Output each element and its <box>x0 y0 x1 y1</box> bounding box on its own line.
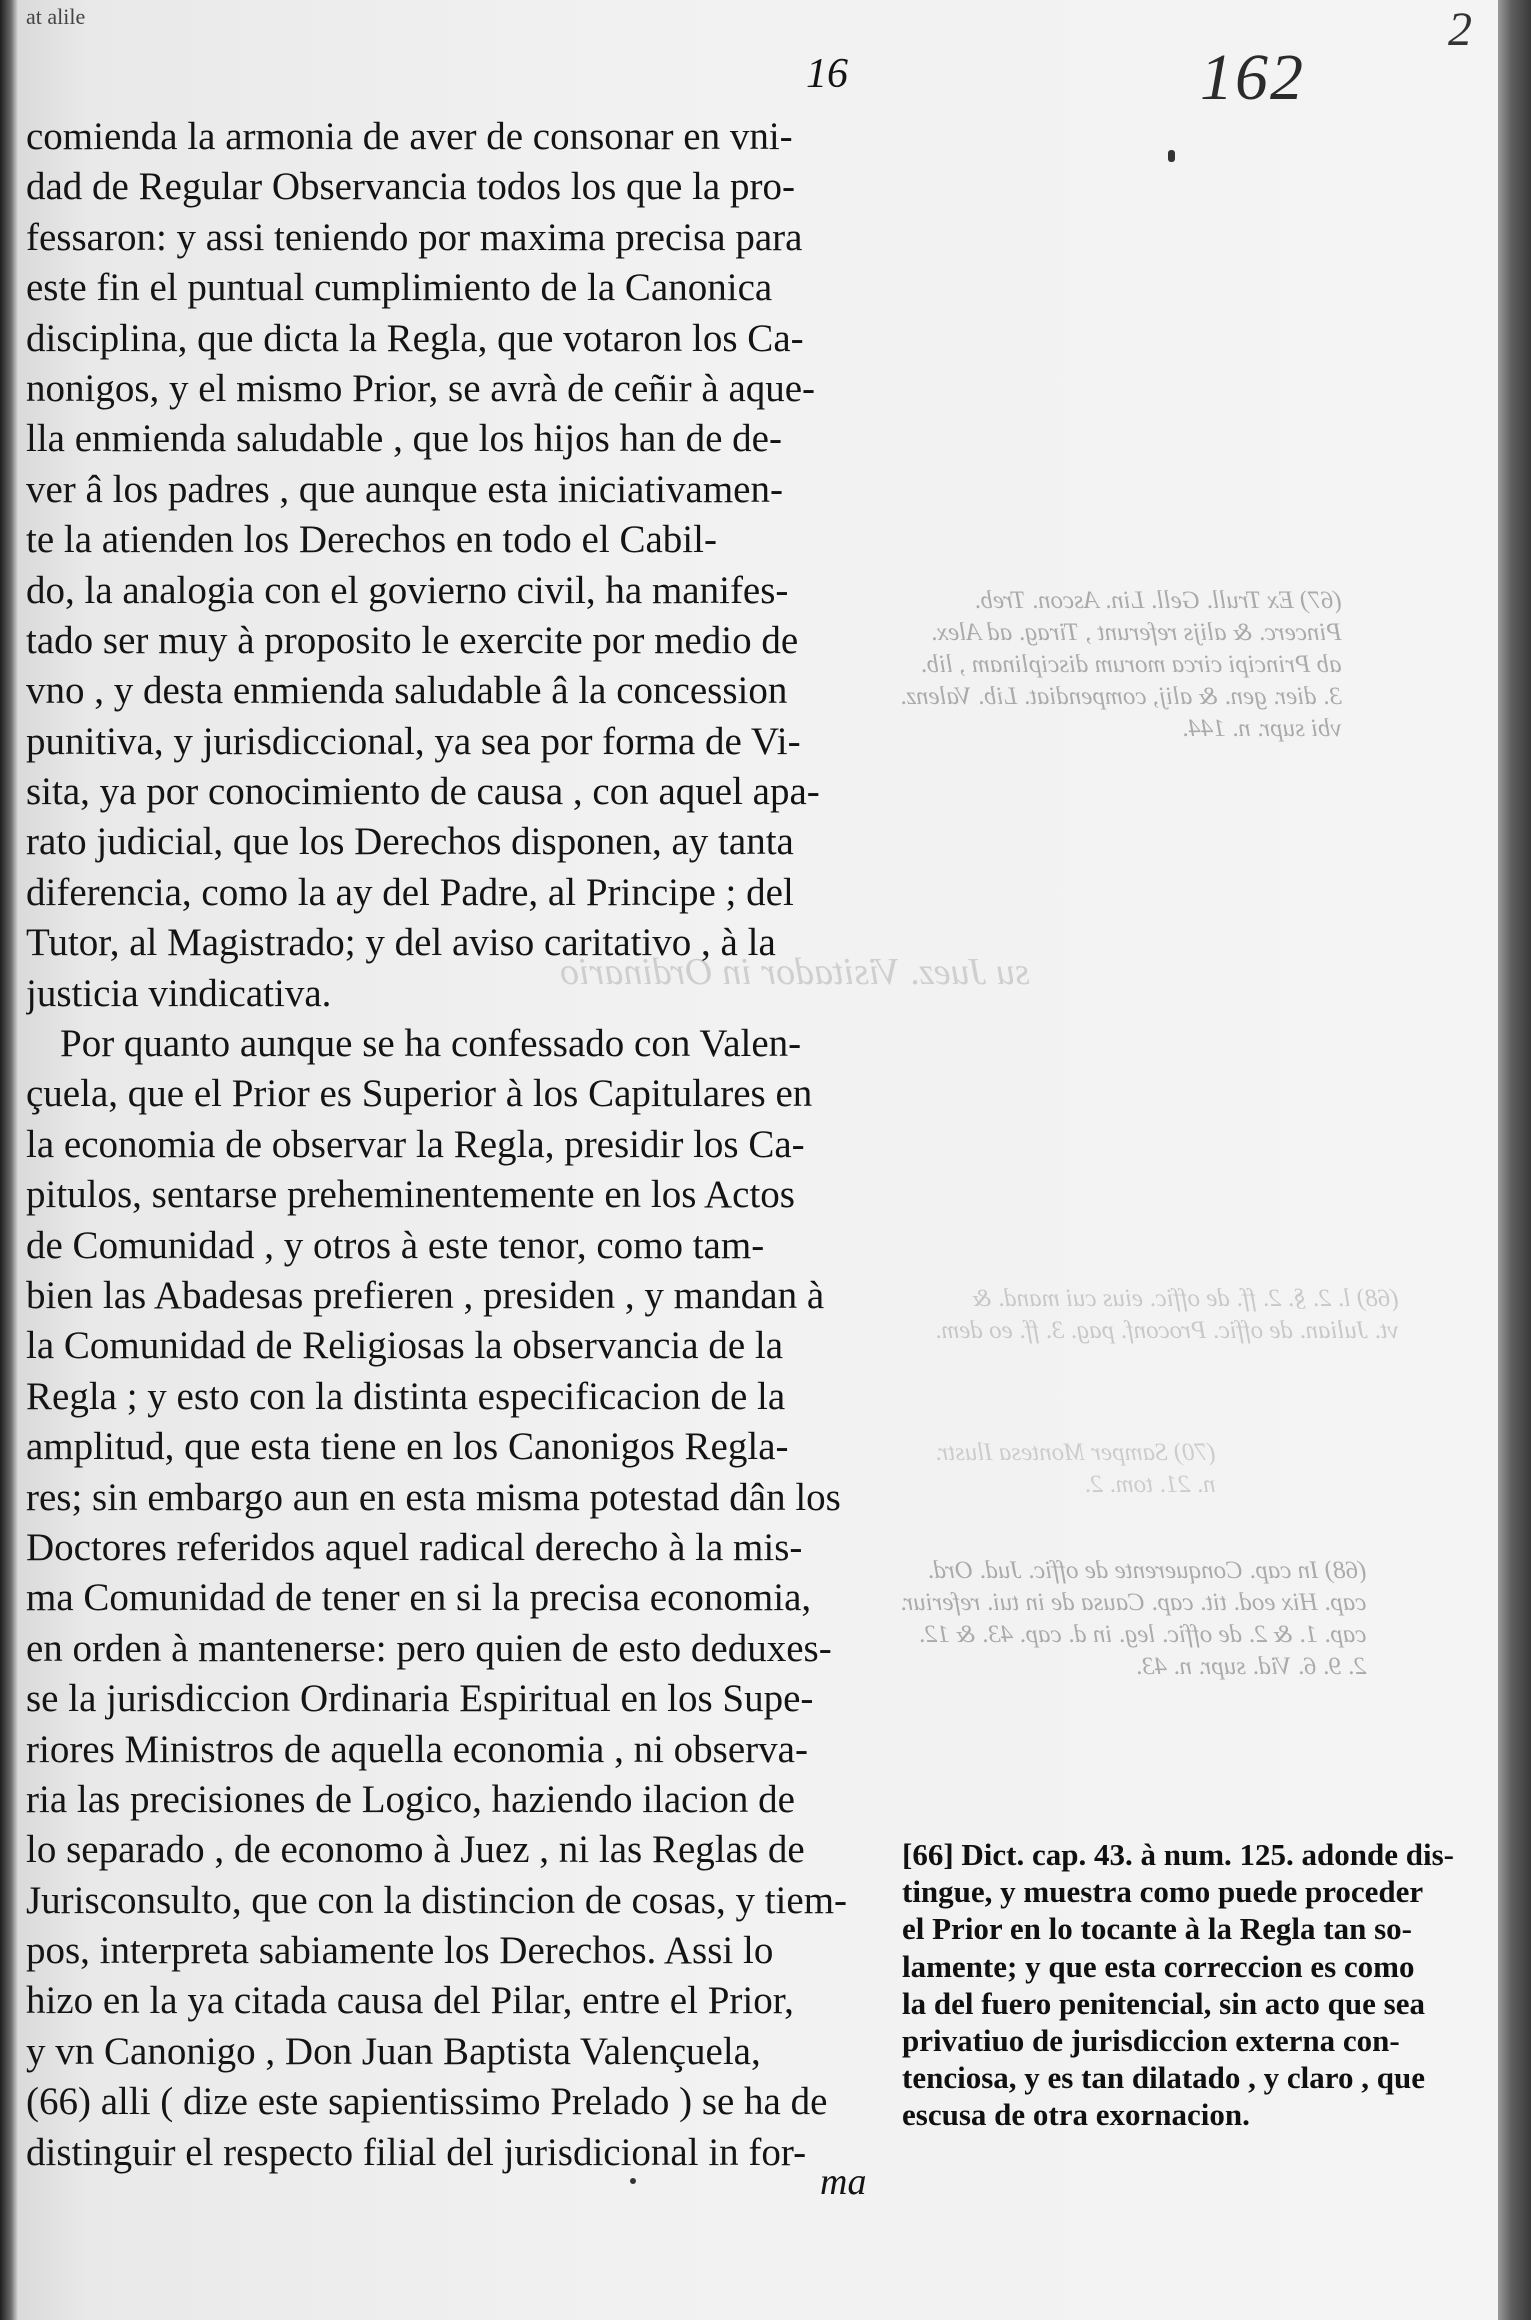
footnote-line: lamente; y que esta correccion es como <box>902 1948 1415 1984</box>
text-line: pos, interpreta sabiamente los Derechos. Assi lo <box>26 1929 774 1973</box>
text-line: lla enmienda saludable , que los hijos han de de- <box>26 417 782 461</box>
footnote-line: tingue, y muestra como puede proceder <box>902 1874 1424 1910</box>
footnote-line: escusa de otra exornacion. <box>902 2097 1250 2133</box>
text-line: la economia de observar la Regla, presidir los Ca- <box>26 1122 805 1166</box>
paragraph-start-line: Por quanto aunque se ha confessado con Valen- <box>60 1022 802 1066</box>
text-line: tado ser muy à proposito le exercite por medio de <box>26 618 799 662</box>
footnote-line: el Prior en lo tocante à la Regla tan so- <box>902 1911 1412 1947</box>
text-line: diferencia, como la ay del Padre, al Principe ; del <box>26 870 794 914</box>
bleed-through-note-68 <box>935 1283 1399 1347</box>
text-line: amplitud, que esta tiene en los Canonigos Regla- <box>26 1425 789 1469</box>
text-line: te la atienden los Derechos en todo el Cabil- <box>26 518 717 562</box>
bleed-line: vbi supr. n. 144. <box>1181 715 1342 742</box>
bleed-line: (67) Ex Trull. Gell. Lin. Ascon. Treb. <box>974 587 1342 614</box>
text-line: Jurisconsulto, que con la distincion de cosas, y tiem- <box>26 1878 848 1922</box>
bleed-through-main: su Juez. Visitador in Ordinario <box>560 951 1030 993</box>
bleed-line: (70) Samper Montesa Ilustr. <box>935 1439 1216 1466</box>
ink-dot <box>630 2178 636 2184</box>
text-line: riores Ministros de aquella economia , ni observa- <box>26 1727 808 1771</box>
bleed-through-note-67 <box>900 585 1342 745</box>
text-line: y vn Canonigo , Don Juan Baptista Valençuela, <box>26 2029 761 2073</box>
footnote-line: tenciosa, y es tan dilatado , y claro , que <box>902 2060 1425 2096</box>
text-line: vno , y desta enmienda saludable â la concession <box>26 669 788 713</box>
header-fragment: at alile <box>26 4 86 29</box>
text-line: dad de Regular Observancia todos los que la pro- <box>26 165 795 209</box>
text-line: (66) alli ( dize este sapientissimo Prelado ) se ha de <box>26 2080 828 2124</box>
text-line: hizo en la ya citada causa del Pilar, entre el Prior, <box>26 1979 794 2023</box>
text-line: en orden à mantenerse: pero quien de esto deduxes- <box>26 1626 832 1670</box>
text-line: punitiva, y jurisdiccional, ya sea por forma de Vi- <box>26 719 801 763</box>
text-line: nonigos, y el mismo Prior, se avrà de ceñir à aque- <box>26 366 816 410</box>
bleed-line: cap. Hix eod. tit. cap. Causa de in tui. referiur. <box>900 1589 1367 1616</box>
text-line: fessaron: y assi teniendo por maxima precisa para <box>26 215 803 259</box>
bleed-line: ab Principi circa morum disciplinam , lib. <box>920 651 1342 678</box>
text-line: justicia vindicativa. <box>26 971 332 1015</box>
text-line: ma Comunidad de tener en si la precisa economia, <box>26 1576 812 1620</box>
ink-mark <box>1168 150 1175 162</box>
bleed-line: 2. 9. 6. Vid. supr. n. 43. <box>1135 1653 1367 1680</box>
bleed-line: Pincerc. & alijs referunt , Tirag. ad Alex. <box>930 619 1342 646</box>
corner-number: 2 <box>1448 3 1472 56</box>
binding-gutter <box>0 0 18 2320</box>
bleed-through-note-70 <box>935 1437 1216 1501</box>
text-line: Doctores referidos aquel radical derecho à la mis- <box>26 1525 803 1569</box>
text-line: de Comunidad , y otros à este tenor, como tam- <box>26 1223 765 1267</box>
text-line: Tutor, al Magistrado; y del aviso caritativo , à la <box>26 921 776 965</box>
bleed-line: (68) l. 2. §. 2. ff. de offic. eius cui mand. & <box>972 1285 1399 1312</box>
text-line: distinguir el respecto filial del jurisdicional in for- <box>26 2130 807 2174</box>
text-line: ria las precisiones de Logico, haziendo ilacion de <box>26 1777 795 1821</box>
bleed-line: n. 21. tom. 2. <box>1084 1471 1216 1498</box>
bleed-through-note-68b <box>900 1555 1366 1683</box>
text-line: este fin el puntual cumplimiento de la Canonica <box>26 266 773 310</box>
page-edge <box>1498 0 1531 2320</box>
text-line: ver â los padres , que aunque esta iniciativamen- <box>26 467 783 511</box>
bleed-line: 3. dier. gen. & alij, compendiat. Lib. Valenz. <box>900 683 1342 710</box>
main-text-column <box>26 112 872 2178</box>
handwritten-folio-number: 162 <box>1200 41 1305 114</box>
footnote-line: privatiuo de jurisdiccion externa con- <box>902 2022 1400 2058</box>
text-line: bien las Abadesas prefieren , presiden , y mandan à <box>26 1273 825 1317</box>
text-line: do, la analogia con el govierno civil, ha manifes- <box>26 568 789 612</box>
text-line: res; sin embargo aun en esta misma potestad dân los <box>26 1475 841 1519</box>
footnote-line: [66] Dict. cap. 43. à num. 125. adonde dis- <box>902 1837 1455 1872</box>
catchword: ma <box>820 2161 867 2203</box>
text-line: disciplina, que dicta la Regla, que votaron los Ca- <box>26 316 804 360</box>
text-line: pitulos, sentarse preheminentemente en los Actos <box>26 1173 795 1217</box>
text-line: rato judicial, que los Derechos disponen, ay tanta <box>26 820 794 864</box>
bleed-line: cap. 1. & 2. de offic. leg. in d. cap. 43. & 12. <box>918 1621 1367 1648</box>
text-line: Regla ; y esto con la distinta especificacion de la <box>26 1374 786 1418</box>
text-line: la Comunidad de Religiosas la observancia de la <box>26 1324 784 1368</box>
text-line: se la jurisdiccion Ordinaria Espiritual en los Supe- <box>26 1677 814 1721</box>
text-line: lo separado , de economo à Juez , ni las Reglas de <box>26 1828 805 1872</box>
bleed-line: vt. Julian. de offic. Proconf. pag. 3. ff. eo dem. <box>935 1317 1399 1344</box>
footnote-line: la del fuero penitencial, sin acto que sea <box>902 1985 1425 2021</box>
page-number: 16 <box>806 51 848 97</box>
text-line: sita, ya por conocimiento de causa , con aquel apa- <box>26 770 820 814</box>
text-line: çuela, que el Prior es Superior à los Capitulares en <box>26 1072 813 1116</box>
text-line: comienda la armonia de aver de consonar en vni- <box>26 115 793 158</box>
bleed-line: (68) In cap. Conquerente de offic. Jud. Ord. <box>927 1557 1367 1584</box>
footnote-66 <box>902 1836 1482 2134</box>
